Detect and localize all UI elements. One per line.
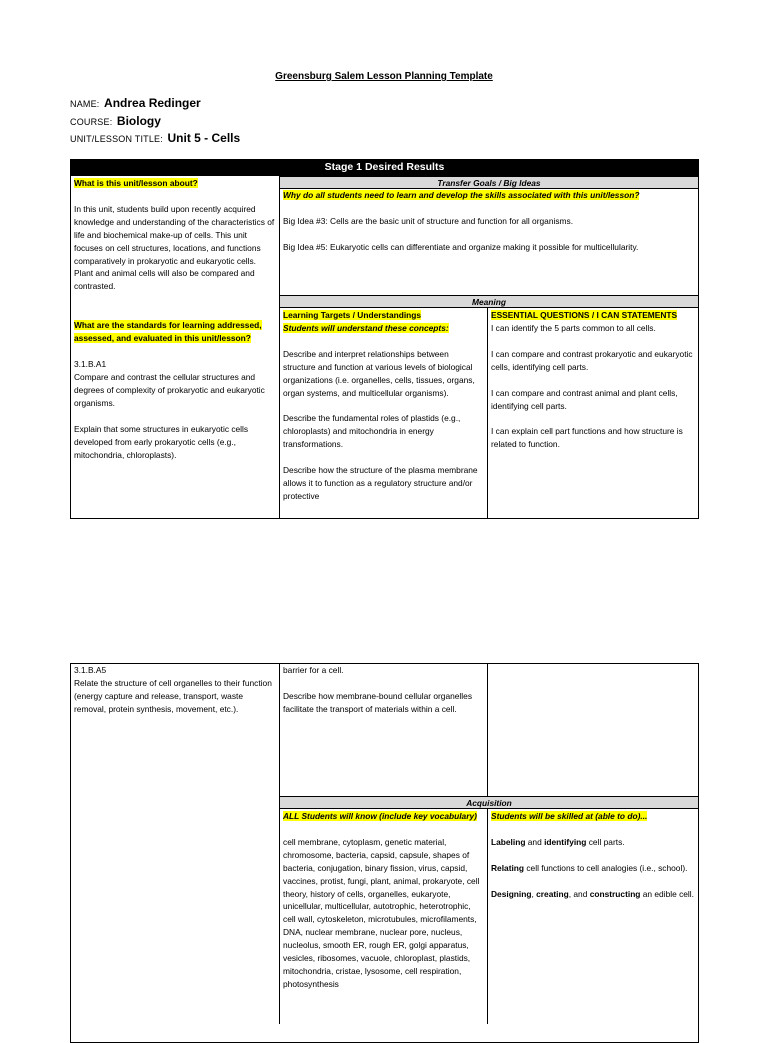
about-text: In this unit, students build upon recently acquired knowledge and understanding of the characteristics of life and biochemical make-up of cells. This unit focuses on cell structures, locations, and functions comparatively in prokaryotic and eukaryotic cells. Plant and animal cells will also be compared and contrasted.	[74, 203, 275, 292]
skill-verb: Relating	[491, 862, 525, 873]
big-idea-5: Big Idea #5: Eukaryotic cells can differentiate and organize making it possible for multicellularity.	[283, 241, 639, 252]
standard-text: Compare and contrast the cellular structures and degrees of complexity of prokaryotic and eukaryotic organisms.	[74, 371, 265, 408]
divider	[487, 663, 488, 796]
course-value: Biology	[116, 114, 161, 128]
about-question: What is this unit/lesson about?	[74, 178, 198, 188]
vocabulary-list: cell membrane, cytoplasm, genetic material, chromosome, bacteria, capsid, capsule, shapes of bacteria, conjugation, binary fission, virus, capsid, vaccines, protist, fungi, plant, animal, prokaryote, cell theory, history of cells, organelles, eukaryote, unicellular, multicellular, autotrophic, heterotrophic, cell wall, cytoskeleton, microtubules, microfilaments, DNA, nuclear membrane, nuclear pore, nucleus, nucleolus, smooth ER, rough ER, golgi apparatus, vesicles, ribosomes, vacuole, chloroplast, plastids, mitochondria, cristae, lysosome, cell respiration, photosynthesis	[283, 836, 480, 989]
divider	[487, 809, 488, 1024]
why-question: Why do all students need to learn and develop the skills associated with this unit/lesson?	[283, 190, 640, 200]
standard-text: Explain that some structures in eukaryotic cells developed from early prokaryotic cells (e.g., mitochondria, chloroplasts).	[74, 423, 249, 460]
know-title: ALL Students will know (include key vocabulary)	[283, 811, 477, 821]
learning-targets	[283, 309, 483, 517]
big-idea-3: Big Idea #3: Cells are the basic unit of structure and function for all organisms.	[283, 215, 574, 226]
skill-connector: ,	[531, 888, 537, 899]
skill-verb: Labeling	[491, 836, 526, 847]
learning-target: Describe and interpret relationships between structure and function at various levels of biological organizations (i.e. organelles, cells, tissues, organs, organ systems, and multicellular organisms).	[283, 348, 475, 398]
learning-targets-continued	[283, 664, 483, 716]
i-can-statement: I can compare and contrast prokaryotic and eukaryotic cells, identifying cell parts.	[491, 348, 693, 372]
divider	[279, 663, 280, 1024]
unit-label: UNIT/LESSON TITLE:	[70, 134, 163, 144]
acquisition-header: Acquisition	[280, 796, 698, 809]
skill-verb: Designing	[491, 888, 532, 899]
skill-verb: identifying	[544, 836, 587, 847]
standard-text: Relate the structure of cell organelles to their function (energy capture and release, transport, waste removal, protein synthesis, movement, etc.).	[74, 677, 272, 714]
skill-text: an edible cell.	[640, 888, 694, 899]
skill-connector: , and	[568, 888, 590, 899]
skill-text: cell parts.	[586, 836, 625, 847]
i-can-statement: I can explain cell part functions and how structure is related to function.	[491, 426, 683, 450]
unit-line	[70, 131, 240, 145]
course-line	[70, 114, 161, 128]
learning-targets-subtitle: Students will understand these concepts:	[283, 322, 449, 333]
document-title: Greensburg Salem Lesson Planning Template	[275, 71, 493, 82]
divider	[487, 308, 488, 519]
skill-verb: creating	[536, 888, 569, 899]
name-line	[70, 96, 201, 110]
about-column	[74, 177, 276, 461]
skill-item	[491, 836, 696, 849]
learning-target: barrier for a cell.	[283, 665, 344, 675]
name-label: NAME:	[70, 99, 100, 109]
vocabulary-column	[283, 810, 484, 1024]
big-ideas	[283, 189, 695, 254]
standard-a5	[74, 664, 276, 716]
skills-title: Students will be skilled at (able to do)...	[491, 811, 648, 821]
course-label: COURSE:	[70, 117, 113, 127]
essential-questions	[491, 309, 696, 451]
standard-code: 3.1.B.A5	[74, 665, 107, 675]
transfer-goals-header: Transfer Goals / Big Ideas	[280, 176, 698, 189]
skill-text: cell functions to cell analogies (i.e., school).	[524, 862, 688, 873]
name-value: Andrea Redinger	[104, 96, 201, 110]
skills-column	[491, 810, 696, 901]
i-can-statement: I can identify the 5 parts common to all cells.	[491, 322, 656, 333]
standards-question: What are the standards for learning addressed, assessed, and evaluated in this unit/lesson?	[74, 320, 262, 344]
learning-targets-title: Learning Targets / Understandings	[283, 310, 422, 320]
skill-connector: and	[525, 836, 545, 847]
unit-value: Unit 5 - Cells	[167, 131, 241, 145]
learning-target: Describe the fundamental roles of plastids (e.g., chloroplasts) and mitochondria in energy transformations.	[283, 413, 461, 450]
divider	[279, 176, 280, 519]
skill-item	[491, 862, 696, 875]
stage1-header: Stage 1 Desired Results	[70, 159, 699, 176]
skill-verb: constructing	[589, 888, 641, 899]
standard-code: 3.1.B.A1	[74, 359, 107, 370]
i-can-statement: I can compare and contrast animal and plant cells, identifying cell parts.	[491, 387, 678, 411]
learning-target: Describe how the structure of the plasma membrane allows it to function as a regulatory structure and/or protective	[283, 465, 478, 501]
meaning-header: Meaning	[280, 295, 698, 308]
skill-item	[491, 888, 696, 901]
essential-questions-title: ESSENTIAL QUESTIONS / I CAN STATEMENTS	[491, 310, 678, 320]
learning-target: Describe how membrane-bound cellular organelles facilitate the transport of materials within a cell.	[283, 690, 473, 714]
